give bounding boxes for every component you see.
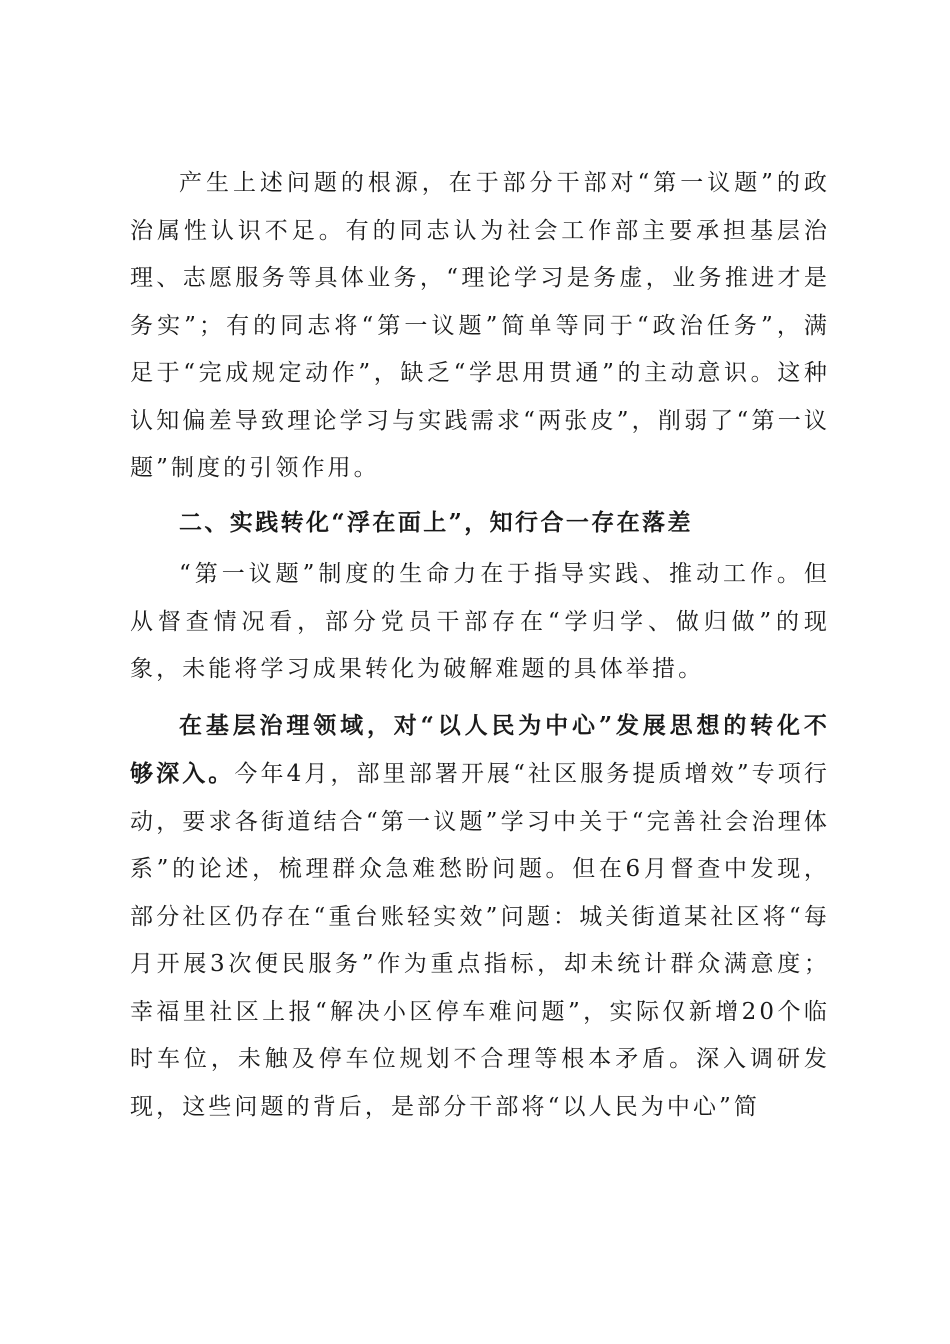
paragraph-body-text: 今年4月，部里部署开展“社区服务提质增效”专项行动，要求各街道结合“第一议题”学习中关于“完善社会治理体系”的论述，梳理群众急难愁盼问题。但在6月督查中发现，部分社区仍存在“重台账轻实效”问题：城关街道某社区将“每月开展3次便民服务”作为重点指标，却未统计群众满意度；幸福里社区上报“解决小区停车难问题”，实际仅新增20个临时车位，未触及停车位规划不合理等根本矛盾。深入调研发现，这些问题的背后，是部分干部将“以人民为中心”简: [130, 761, 830, 1120]
paragraph-grassroots-governance: [130, 702, 830, 1132]
paragraph-practice-intro: “第一议题”制度的生命力在于指导实践、推动工作。但从督查情况看，部分党员干部存在“学归学、做归做”的现象，未能将学习成果转化为破解难题的具体举措。: [130, 561, 830, 682]
paragraph-root-cause: 产生上述问题的根源，在于部分干部对“第一议题”的政治属性认识不足。有的同志认为社会工作部主要承担基层治理、志愿服务等具体业务，“理论学习是务虚，业务推进才是务实”；有的同志将“第一议题”简单等同于“政治任务”，满足于“完成规定动作”，缺乏“学思用贯通”的主动意识。这种认知偏差导致理论学习与实践需求“两张皮”，削弱了“第一议题”制度的引领作用。: [130, 170, 830, 481]
document-page: [130, 160, 830, 1131]
section-heading-2: 二、实践转化“浮在面上”，知行合一存在落差: [179, 508, 693, 536]
paragraph-lead-sentence: 在基层治理领域，对“以人民为中心”发展思想的转化不够深入。: [130, 711, 830, 787]
